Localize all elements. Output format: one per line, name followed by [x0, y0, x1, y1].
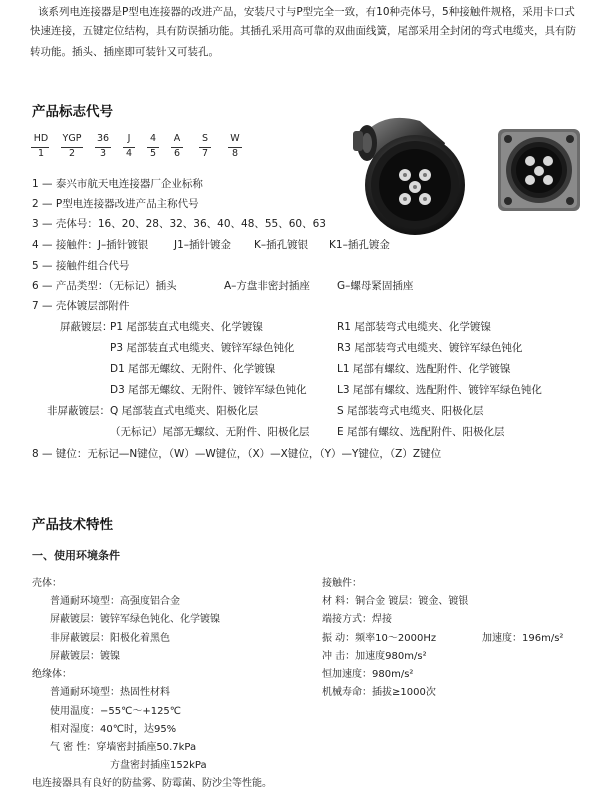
shield-d1: D1 尾部无螺纹、无附件、化学镀镍: [110, 363, 276, 375]
section-title-product-code: 产品标志代号: [32, 104, 113, 120]
nonshield-e: E 尾部有螺纹、选配附件、阳极化层: [337, 426, 505, 438]
shield-r3: R3 尾部装弯式电缆夹、镀锌军绿色钝化: [337, 342, 523, 354]
shell-label: 壳体：: [32, 578, 62, 589]
contact-spec-material: 材 料：铜合金 镀层：镀金、镀银: [322, 596, 469, 607]
shield-d3: D3 尾部无螺纹、无附件、镀锌军绿色钝化: [110, 384, 307, 396]
intro-line-2: 快速连接，五键定位结构，具有防误插功能。其插孔采用高可靠的双曲面线簧，尾部采用全封闭的弯式电缆夹，具有防: [30, 25, 576, 37]
contact-spec-vibration-accel: 加速度：196m/s²: [482, 633, 564, 644]
shell-spec-2: 屏蔽镀层：镀锌军绿色钝化、化学镀镍: [50, 614, 220, 625]
shield-label: 屏蔽镀层：: [60, 321, 113, 333]
section-title-tech-spec: 产品技术特性: [32, 517, 113, 533]
legend-5: 5 — 接触件组合代号: [32, 260, 130, 272]
legend-4-k1: K1–插孔镀金: [329, 239, 390, 251]
code-number-4: 4: [125, 148, 133, 159]
code-part-3: 36: [96, 133, 110, 144]
legend-6-plug: 6 — 产品类型：（无标记）插头: [32, 280, 177, 292]
code-part-1: HD: [33, 133, 49, 144]
contact-spec-mech-life: 机械寿命：插拔≥1000次: [322, 687, 436, 698]
code-number-8: 8: [231, 148, 239, 159]
intro-line-1: 该系列电连接器是P型电连接器的改进产品，安装尺寸与P型完全一致，有10种壳体号，5种接触件规格，采用卡口式: [38, 6, 575, 18]
subsection-title-env: 一、使用环境条件: [32, 549, 120, 562]
code-part-8: W: [230, 133, 240, 144]
connector-plug-photo: [345, 103, 475, 243]
code-number-1: 1: [37, 148, 45, 159]
legend-4-k: K–插孔镀银: [254, 239, 309, 251]
code-part-6: A: [173, 133, 181, 144]
legend-1: 1 — 泰兴市航天电连接器厂企业标称: [32, 178, 203, 190]
insulator-label: 绝缘体：: [32, 669, 72, 680]
shield-l3: L3 尾部有螺纹、选配附件、镀锌军绿色钝化: [337, 384, 542, 396]
nonshield-q: Q 尾部装直式电缆夹、阳极化层: [110, 405, 259, 417]
code-number-2: 2: [68, 148, 76, 159]
contact-spec-const-accel: 恒加速度：980m/s²: [322, 669, 414, 680]
code-number-7: 7: [201, 148, 209, 159]
shell-spec-4: 屏蔽镀层：镀镍: [50, 651, 120, 662]
nonshield-s: S 尾部装弯式电缆夹、阳极化层: [337, 405, 484, 417]
nonshield-label: 非屏蔽镀层：: [47, 405, 110, 417]
shield-p3: P3 尾部装直式电缆夹、镀锌军绿色钝化: [110, 342, 295, 354]
legend-6-a: A–方盘非密封插座: [224, 280, 310, 292]
footer-note: 电连接器具有良好的防盐雾、防霉菌、防沙尘等性能。: [32, 778, 272, 789]
code-part-7: S: [201, 133, 209, 144]
insulator-spec-4: 气 密 性：穿墙密封插座50.7kPa: [50, 742, 197, 753]
shell-spec-1: 普通耐环境型：高强度铝合金: [50, 596, 180, 607]
code-number-5: 5: [149, 148, 157, 159]
contact-spec-termination: 端接方式：焊接: [322, 614, 392, 625]
code-part-4: J: [127, 133, 131, 144]
legend-7: 7 — 壳体镀层部附件: [32, 300, 130, 312]
code-part-5: 4: [149, 133, 157, 144]
legend-6-g: G–螺母紧固插座: [337, 280, 414, 292]
legend-4-j: 4 — 接触件：J–插针镀银: [32, 239, 149, 251]
legend-2: 2 — P型电连接器改进产品主称代号: [32, 198, 199, 210]
contact-spec-shock: 冲 击：加速度980m/s²: [322, 651, 427, 662]
insulator-spec-5: 方盘密封插座152kPa: [110, 760, 207, 771]
legend-3: 3 — 壳体号：16、20、28、32、36、40、48、55、60、63: [32, 218, 326, 230]
code-part-2: YGP: [62, 133, 82, 144]
shield-p1: P1 尾部装直式电缆夹、化学镀镍: [110, 321, 263, 333]
nonshield-none: （无标记）尾部无螺纹、无附件、阳极化层: [110, 426, 310, 438]
contact-label: 接触件：: [322, 578, 362, 589]
code-number-6: 6: [173, 148, 181, 159]
legend-4-j1: J1–插针镀金: [174, 239, 232, 251]
shield-l1: L1 尾部有螺纹、选配附件、化学镀镍: [337, 363, 511, 375]
insulator-spec-1: 普通耐环境型：热固性材料: [50, 687, 170, 698]
connector-receptacle-photo: [496, 127, 582, 213]
code-number-3: 3: [99, 148, 107, 159]
shield-r1: R1 尾部装弯式电缆夹、化学镀镍: [337, 321, 491, 333]
insulator-spec-2: 使用温度：−55℃～+125℃: [50, 706, 182, 717]
shell-spec-3: 非屏蔽镀层：阳极化着黑色: [50, 633, 170, 644]
intro-line-3: 转功能。插头、插座即可装针又可装孔。: [30, 46, 219, 58]
insulator-spec-3: 相对湿度：40℃时，达95%: [50, 724, 177, 735]
legend-8: 8 — 键位：无标记—N键位，（W）—W键位，（X）—X键位，（Y）—Y键位，（Z）Z键位: [32, 448, 442, 460]
contact-spec-vibration: 振 动：频率10～2000Hz: [322, 633, 437, 644]
